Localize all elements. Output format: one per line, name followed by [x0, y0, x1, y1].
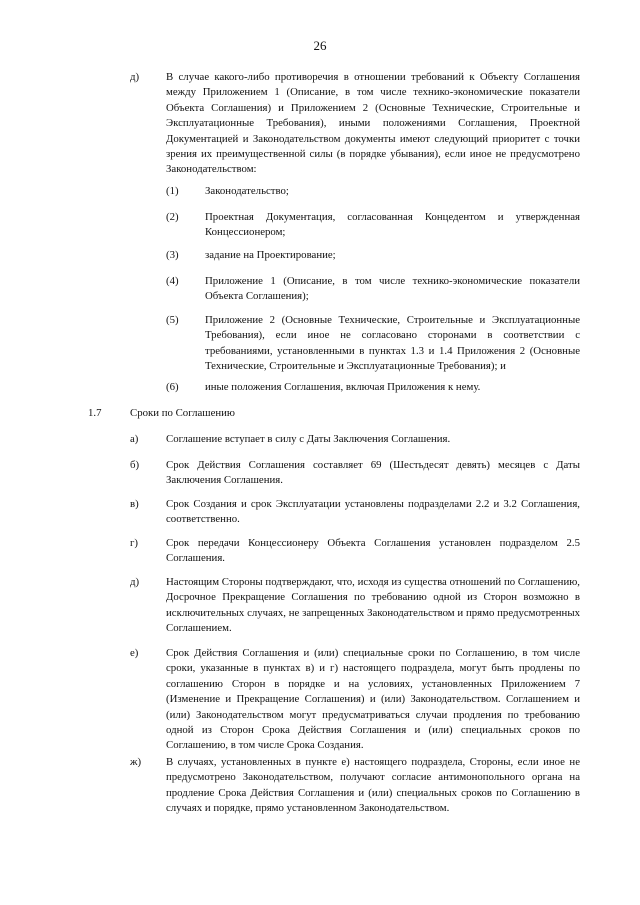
item-marker: в) — [130, 498, 139, 510]
subitem-text: задание на Проектирование; — [205, 249, 336, 261]
item-marker: б) — [130, 459, 140, 471]
subitem-text: Законодательство; — [205, 185, 289, 197]
item-paragraph: Настоящим Стороны подтверждают, что, исходя из существа отношений по Соглашению, Досрочное Прекращение Соглашения по требованию одной из Сторон возможно в исключительных случаях, не запрещенных Законодательством и прямо предусмотренных Соглашением. — [166, 576, 580, 635]
subitem-marker: (6) — [166, 381, 179, 393]
section-number: 1.7 — [88, 407, 102, 419]
item-marker: ж) — [130, 756, 142, 768]
item-marker: г) — [130, 537, 139, 549]
item-marker: е) — [130, 647, 139, 659]
item-paragraph: Срок Создания и срок Эксплуатации установлены подразделами 2.2 и 3.2 Соглашения, соответственно. — [166, 498, 580, 526]
item-paragraph: Срок Действия Соглашения и (или) специальные сроки по Соглашению, в том числе сроки, указанные в пунктах в) и г) настоящего подраздела, могут быть продлены по соглашению Сторон в порядке и на условиях, установленных Приложением 7 (Изменение и Прекращение Соглашения) и (или) Законодательством. Соглашением и (или) Законодательством могут предусматриваться случаи продления по требованию одной из Сторон Срока Действия Соглашения и (или) специальных сроков по Соглашению, в том числе Срока Создания. — [166, 647, 580, 752]
subitem-marker: (4) — [166, 275, 179, 287]
item-paragraph: Соглашение вступает в силу с Даты Заключения Соглашения. — [166, 433, 451, 445]
item-paragraph: В случаях, установленных в пункте е) настоящего подраздела, Стороны, если иное не предусмотрено Законодательством, получают согласие антимонопольного органа на продление Срока Действия Соглашения и (или) специальных сроков по Соглашению в случаях и порядке, прямо установленном Законодательством. — [166, 756, 580, 815]
subitem-marker: (1) — [166, 185, 179, 197]
page-number: 26 — [313, 38, 327, 53]
subitem-marker: (5) — [166, 314, 179, 326]
item-paragraph: В случае какого-либо противоречия в отношении требований к Объекту Соглашения между Приложением 1 (Описание, в том числе технико-экономические показатели Объекта Соглашения) и Приложением 2 (Основные Технические, Строительные и Эксплуатационные Требования), иными положениями Соглашения, Проектной Документацией и Законодательством документы имеют следующий приоритет с точки зрения их преимущественной силы (в порядке убывания), если иное не предусмотрено Законодательством: — [166, 71, 580, 176]
subitem-text: иные положения Соглашения, включая Приложения к нему. — [205, 381, 481, 393]
section-title: Сроки по Соглашению — [130, 407, 235, 419]
subitem-marker: (3) — [166, 249, 179, 261]
subitem-text: Приложение 1 (Описание, в том числе технико-экономические показатели Объекта Соглашения); — [205, 275, 580, 303]
item-marker: д) — [130, 71, 140, 83]
item-marker: д) — [130, 576, 140, 588]
item-marker: а) — [130, 433, 139, 445]
subitem-text: Проектная Документация, согласованная Концедентом и утвержденная Концессионером; — [205, 211, 580, 239]
item-paragraph: Срок Действия Соглашения составляет 69 (Шестьдесят девять) месяцев с Даты Заключения Соглашения. — [166, 459, 580, 487]
subitem-marker: (2) — [166, 211, 179, 223]
subitem-text: Приложение 2 (Основные Технические, Строительные и Эксплуатационные Требования), если иное не согласовано сторонами в соответствии с требованиями, установленными в пунктах 1.3 и 1.4 Приложения 2 (Основные Технические, Строительные и Эксплуатационные Требования); и — [205, 314, 580, 373]
item-paragraph: Срок передачи Концессионеру Объекта Соглашения установлен подразделом 2.5 Соглашения. — [166, 537, 580, 565]
